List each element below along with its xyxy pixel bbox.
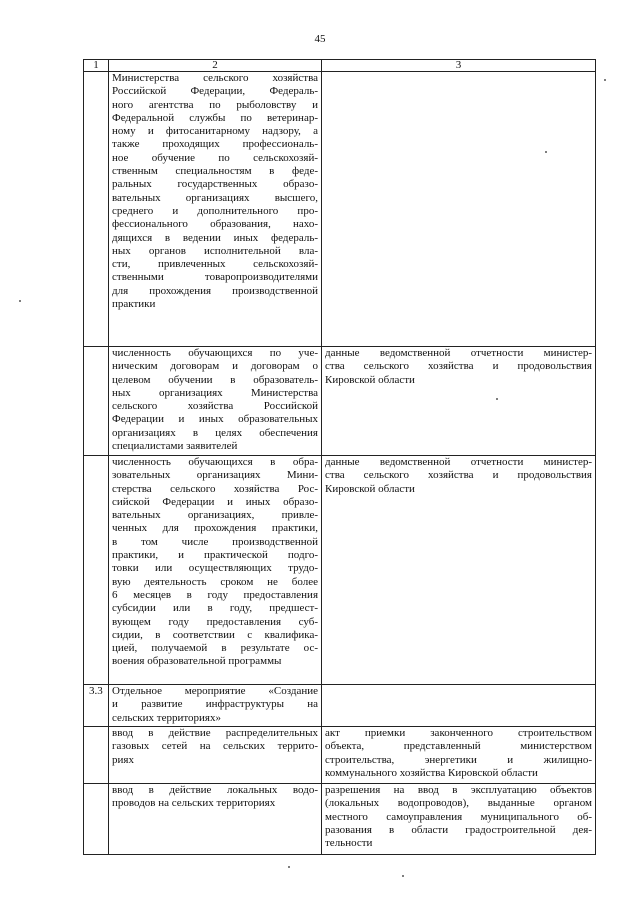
- scan-speck: [288, 866, 290, 868]
- cell-source: [322, 784, 596, 855]
- text-line: Министерства сельского хозяйства: [112, 72, 318, 84]
- text-line: вую деятельность сроком не более: [112, 575, 318, 588]
- scan-speck: [19, 300, 21, 302]
- text-line: ства сельского хозяйства и продовольствия: [325, 360, 592, 373]
- text-line: ввод в действие распределительных: [112, 727, 318, 739]
- text-line: ственными товаропроизводителями: [112, 271, 318, 284]
- text-line: местного самоуправления муниципального об-: [325, 810, 592, 823]
- text-line: в том числе производственной: [112, 535, 318, 548]
- text-line: воения образовательной программы: [112, 655, 282, 668]
- header-col-2: 2: [109, 60, 322, 72]
- text-line: и развитие инфраструктуры на: [112, 698, 318, 711]
- cell-indicator: [109, 347, 322, 456]
- text-line: ных органов исполнительной вла-: [112, 244, 318, 257]
- text-line: Отдельное мероприятие «Создание: [112, 685, 318, 697]
- text-line: Кировской области: [325, 482, 415, 495]
- text-line: Российской Федерации, Федераль-: [112, 85, 318, 98]
- text-line: субсидии или в году, предшест-: [112, 602, 318, 615]
- text-line: 6 месяцев в году предоставления: [112, 588, 318, 601]
- text-line: ральных государственных образо-: [112, 178, 318, 191]
- text-line: сидии, в соответствии с квалифика-: [112, 628, 318, 641]
- text-line: сельских территориях»: [112, 711, 221, 724]
- text-line: строительства, энергетики и жилищно-: [325, 753, 592, 766]
- text-line: данные ведомственной отчетности министер-: [325, 347, 592, 359]
- text-line: товки или осуществляющих трудо-: [112, 562, 318, 575]
- scan-speck: [604, 79, 606, 81]
- text-line: ства сельского хозяйства и продовольствия: [325, 469, 592, 482]
- text-line: риях: [112, 753, 134, 766]
- cell-number: [84, 456, 109, 685]
- scan-speck: [402, 875, 404, 877]
- text-line: численность обучающихся в обра-: [112, 456, 318, 468]
- cell-indicator: [109, 784, 322, 855]
- cell-number: 3.3: [84, 685, 109, 727]
- text-line: специалистами заявителей: [112, 440, 238, 453]
- table-row: [84, 685, 596, 727]
- text-line: вательных организациях, привле-: [112, 509, 318, 522]
- cell-source: [322, 727, 596, 784]
- text-line: тельности: [325, 837, 373, 850]
- document-table: [83, 59, 596, 855]
- text-line: организациях в целях обеспечения: [112, 426, 318, 439]
- cell-source: [322, 456, 596, 685]
- text-line: проводов на сельских территориях: [112, 797, 276, 810]
- scan-speck: [545, 151, 547, 153]
- text-line: цией, получаемой в результате ос-: [112, 642, 318, 655]
- cell-source: [322, 685, 596, 727]
- text-line: газовых сетей на сельских террито-: [112, 740, 318, 753]
- text-line: Федеральной службы по ветеринар-: [112, 111, 318, 124]
- text-line: ное обучение по сельскохозяй-: [112, 151, 318, 164]
- text-line: Кировской области: [325, 373, 415, 386]
- page-number: 45: [314, 33, 326, 45]
- cell-source: [322, 72, 596, 347]
- text-line: объекта, представленный министерством: [325, 740, 592, 753]
- text-line: акт приемки законченного строительством: [325, 727, 592, 739]
- text-line: сельского хозяйства Российской: [112, 400, 318, 413]
- cell-number: [84, 784, 109, 855]
- table-row: [84, 72, 596, 347]
- header-col-1: 1: [84, 60, 109, 72]
- cell-number: [84, 727, 109, 784]
- text-line: целевом обучении в образователь-: [112, 373, 318, 386]
- cell-indicator: [109, 685, 322, 727]
- table-row: [84, 456, 596, 685]
- text-line: практики, и практической подго-: [112, 549, 318, 562]
- text-line: также проходящих профессиональ-: [112, 138, 318, 151]
- text-line: вательных организациях высшего,: [112, 191, 318, 204]
- text-line: ному и фитосанитарному надзору, а: [112, 125, 318, 138]
- table-row: [84, 347, 596, 456]
- scan-speck: [496, 398, 498, 400]
- cell-indicator: [109, 727, 322, 784]
- text-line: для прохождения производственной: [112, 284, 318, 297]
- text-line: вующем году предоставления суб-: [112, 615, 318, 628]
- text-line: коммунального хозяйства Кировской области: [325, 766, 538, 779]
- text-line: разования в области градостроительной дея-: [325, 823, 592, 836]
- text-line: сти, привлеченных сельскохозяй-: [112, 258, 318, 271]
- text-line: разрешения на ввод в эксплуатацию объектов: [325, 784, 592, 796]
- text-line: стерства сельского хозяйства Рос-: [112, 482, 318, 495]
- cell-indicator: [109, 456, 322, 685]
- text-line: дящихся в ведении иных федераль-: [112, 231, 318, 244]
- text-line: данные ведомственной отчетности министер-: [325, 456, 592, 468]
- text-line: практики: [112, 298, 156, 311]
- text-line: зовательных организациях Мини-: [112, 469, 318, 482]
- cell-number: [84, 347, 109, 456]
- text-line: среднего и дополнительного про-: [112, 204, 318, 217]
- header-col-3: 3: [322, 60, 596, 72]
- text-line: ническим договорам и договорам о: [112, 360, 318, 373]
- text-line: фессионального образования, нахо-: [112, 218, 318, 231]
- text-line: численность обучающихся по уче-: [112, 347, 318, 359]
- text-line: ных организациях Министерства: [112, 386, 318, 399]
- text-line: ного агентства по рыболовству и: [112, 98, 318, 111]
- table-header-row: [84, 60, 596, 72]
- text-line: ченных для прохождения практики,: [112, 522, 318, 535]
- cell-number: [84, 72, 109, 347]
- text-line: сийской Федерации и иных образо-: [112, 495, 318, 508]
- table-row: [84, 727, 596, 784]
- text-line: ввод в действие локальных водо-: [112, 784, 318, 796]
- cell-indicator: [109, 72, 322, 347]
- text-line: Федерации и иных образовательных: [112, 413, 318, 426]
- text-line: ственным специальностям в феде-: [112, 165, 318, 178]
- table-row: [84, 784, 596, 855]
- text-line: (локальных водопроводов), выданные органом: [325, 797, 592, 810]
- cell-source: [322, 347, 596, 456]
